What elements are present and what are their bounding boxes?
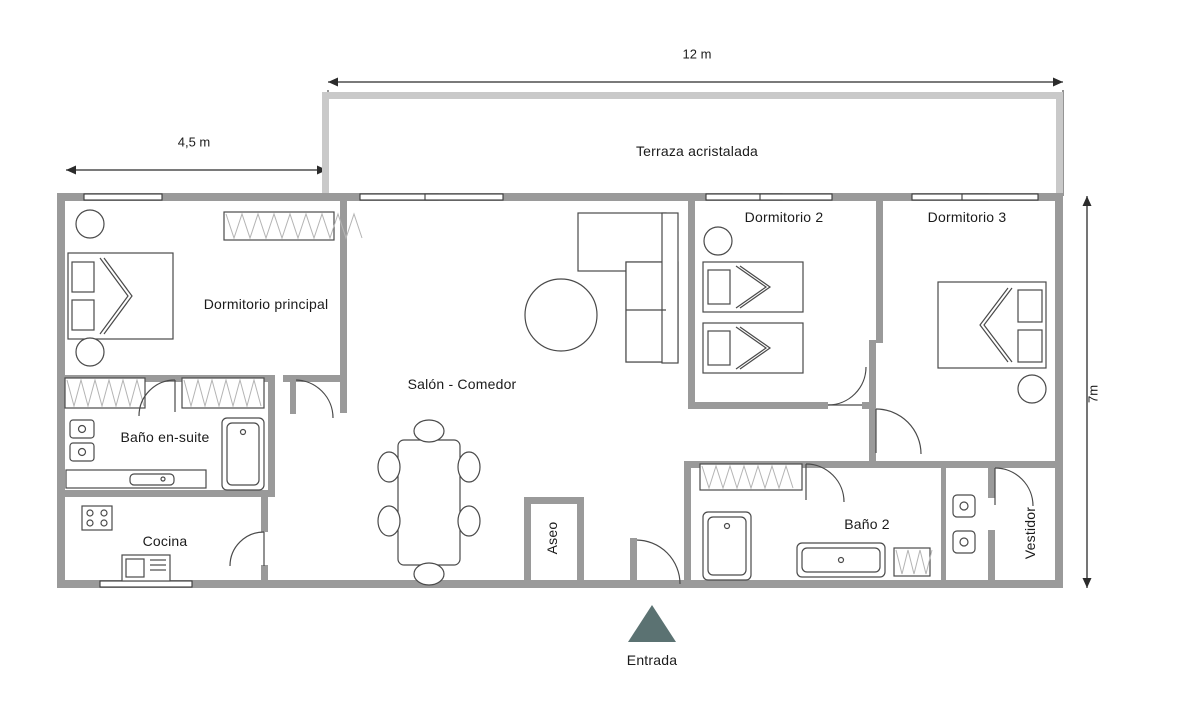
room-label-bano-2: Baño 2 [844,516,890,532]
dormitorio-principal-furniture [68,210,362,366]
dormitorio-2-furniture [703,227,803,373]
entrance-label: Entrada [626,652,678,668]
entrance-marker [628,605,676,642]
dimension-width-left: 4,5 m [177,134,211,150]
dimension-width-top: 12 m [682,46,712,62]
room-label-aseo: Aseo [544,521,560,555]
dormitorio-3-furniture [938,282,1046,403]
room-label-salon-comedor: Salón - Comedor [407,376,517,392]
room-label-terraza: Terraza acristalada [635,143,759,159]
dimension-height-right: 7m [1085,384,1101,404]
room-label-dormitorio-2: Dormitorio 2 [744,209,824,225]
room-label-cocina: Cocina [142,533,188,549]
room-label-dormitorio-principal: Dormitorio principal [203,296,329,312]
room-label-dormitorio-3: Dormitorio 3 [927,209,1007,225]
room-label-bano-en-suite: Baño en-suite [120,429,210,445]
room-label-vestidor: Vestidor [1022,506,1038,560]
